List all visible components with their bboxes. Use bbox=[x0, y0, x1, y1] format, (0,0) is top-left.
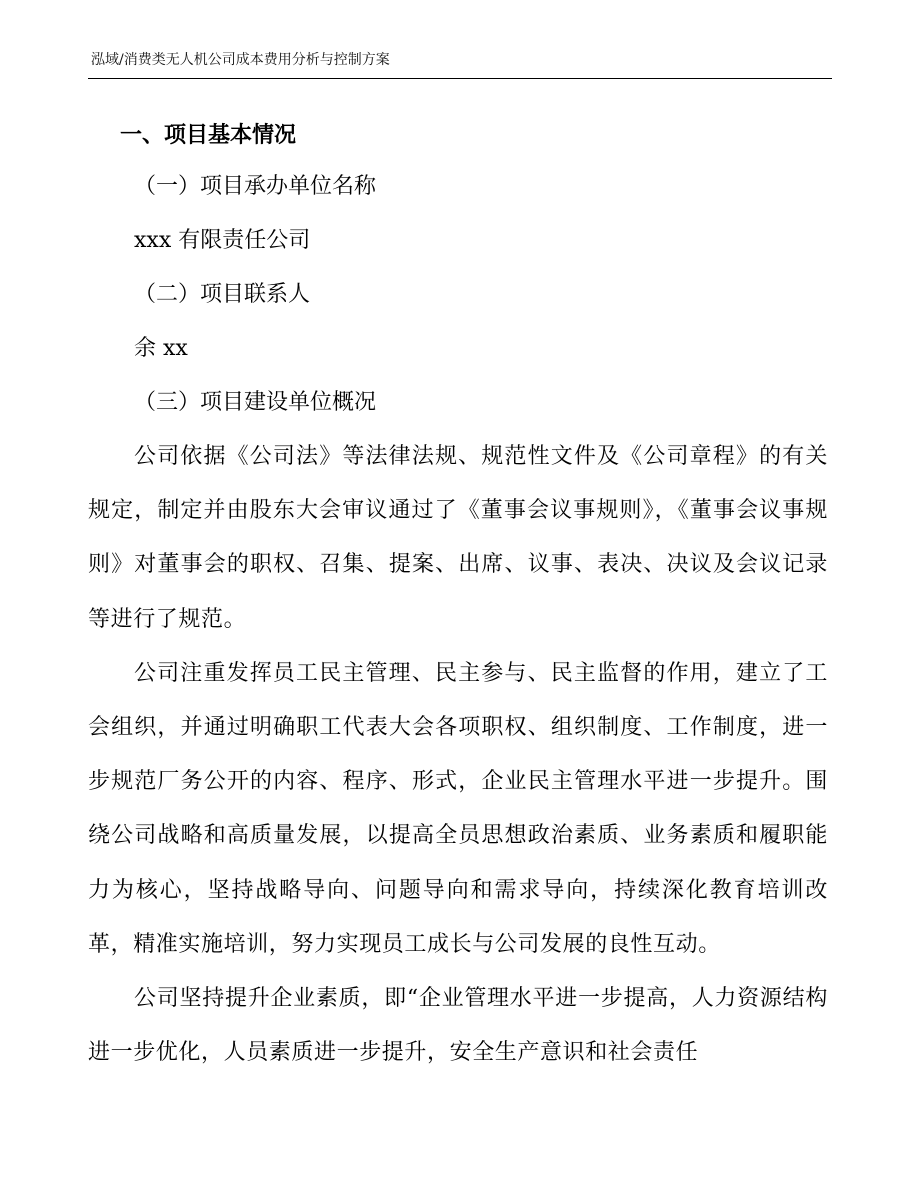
section-heading: 一、项目基本情况 bbox=[120, 122, 297, 148]
paragraph-democratic-management: 公司注重发挥员工民主管理、民主参与、民主监督的作用，建立了工会组织，并通过明确职工代表大会各项职权、组织制度、工作制度，进一步规范厂务公开的内容、程序、形式，企业民主管理水平进一步提升。围绕公司战略和高质量发展，以提高全员思想政治素质、业务素质和履职能力为核心，坚持战略导向、问题导向和需求导向，持续深化教育培训改革，精准实施培训，努力实现员工成长与公司发展的良性互动。 bbox=[88, 660, 828, 957]
subheading-undertaking-unit: （一）项目承办单位名称 bbox=[134, 174, 377, 199]
header-divider bbox=[88, 78, 832, 79]
paragraph-enterprise-quality: 公司坚持提升企业素质，即“企业管理水平进一步提高，人力资源结构进一步优化，人员素质进一步提升，安全生产意识和社会责任 bbox=[88, 986, 828, 1066]
paragraph-governance: 公司依据《公司法》等法律法规、规范性文件及《公司章程》的有关规定，制定并由股东大会审议通过了《董事会议事规则》，《董事会议事规则》对董事会的职权、召集、提案、出席、议事、表决、决议及会议记录等进行了规范。 bbox=[88, 444, 828, 632]
subheading-construction-unit-overview: （三）项目建设单位概况 bbox=[134, 390, 377, 415]
undertaking-unit-value: xxx 有限责任公司 bbox=[134, 228, 311, 253]
page-header-title: 泓域/消费类无人机公司成本费用分析与控制方案 bbox=[91, 52, 390, 68]
contact-person-value: 余 xx bbox=[134, 336, 188, 361]
document-body bbox=[88, 110, 828, 1080]
subheading-contact-person: （二）项目联系人 bbox=[134, 282, 311, 307]
